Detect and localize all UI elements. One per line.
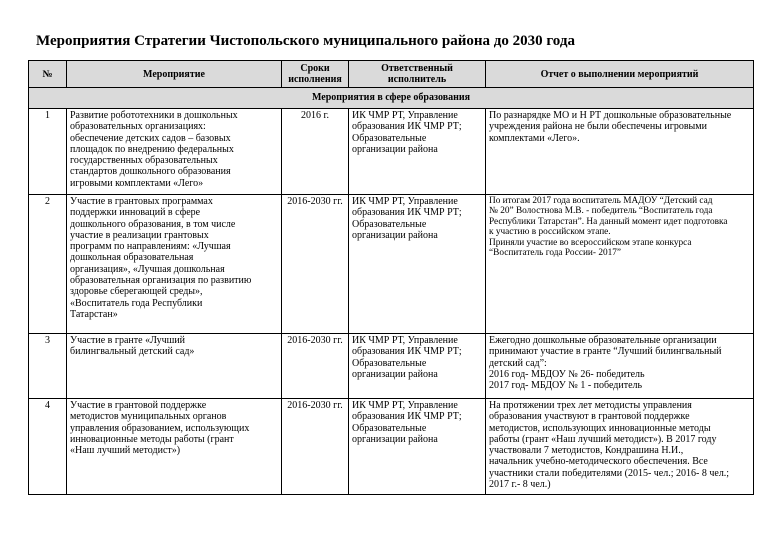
responsible-cell: ИК ЧМР РТ, Управление образования ИК ЧМР РТ; Образовательные организации района (349, 399, 486, 495)
term-cell: 2016-2030 гг. (282, 334, 349, 399)
header-num: № (29, 61, 67, 88)
row-number: 4 (29, 399, 67, 495)
table-header-row (29, 61, 754, 88)
term-cell: 2016-2030 гг. (282, 195, 349, 334)
section-title: Мероприятия в сфере образования (29, 88, 754, 109)
header-term: Сроки исполнения (282, 61, 349, 88)
report-cell: На протяжении трех лет методисты управления образования участвуют в грантовой поддержке методистов, использующих инновационные методы работы (грант «Наш лучший методист»). В 2017 году участвовали 7 методистов, Кондрашина Н.И., начальник учебно-методического обеспечения. Все участники стали победителями (2015- чел.; 2016- 8 чел.; 2017 г.- 8 чел.) (486, 399, 754, 495)
header-responsible: Ответственный исполнитель (349, 61, 486, 88)
term-cell: 2016 г. (282, 109, 349, 195)
event-cell: Участие в грантовой поддержке методистов муниципальных органов управления образованием, использующих инновационные методы работы (грант «Наш лучший методист») (67, 399, 282, 495)
responsible-cell: ИК ЧМР РТ, Управление образования ИК ЧМР РТ; Образовательные организации района (349, 334, 486, 399)
term-cell: 2016-2030 гг. (282, 399, 349, 495)
responsible-cell: ИК ЧМР РТ, Управление образования ИК ЧМР РТ; Образовательные организации района (349, 195, 486, 334)
row-number: 2 (29, 195, 67, 334)
table-row (29, 195, 754, 334)
table-row (29, 334, 754, 399)
events-table (28, 60, 754, 495)
table-row (29, 109, 754, 195)
responsible-cell: ИК ЧМР РТ, Управление образования ИК ЧМР РТ; Образовательные организации района (349, 109, 486, 195)
report-cell: По разнарядке МО и Н РТ дошкольные образовательные учреждения района не были обеспечены игровыми комплектами «Лего». (486, 109, 754, 195)
event-cell: Участие в грантовых программах поддержки инноваций в сфере дошкольного образования, в том числе участие в реализации грантовых программ по направлениям: «Лучшая дошкольная образовательная организация», «Лучшая дошкольная образовательная организация по развитию здоровье сберегающей среды», «Воспитатель года Республики Татарстан» (67, 195, 282, 334)
event-cell: Развитие робототехники в дошкольных образовательных организациях: обеспечение детских садов – базовых площадок по внедрению федеральных государственных образовательных стандартов дошкольного образования игровыми комплектами «Лего» (67, 109, 282, 195)
row-number: 1 (29, 109, 67, 195)
event-cell: Участие в гранте «Лучший билингвальный детский сад» (67, 334, 282, 399)
header-report: Отчет о выполнении мероприятий (486, 61, 754, 88)
report-cell: Ежегодно дошкольные образовательные организации принимают участие в гранте “Лучший билингвальный детский сад”: 2016 год- МБДОУ № 26- победитель 2017 год- МБДОУ № 1 - победитель (486, 334, 754, 399)
section-row (29, 88, 754, 109)
header-event: Мероприятие (67, 61, 282, 88)
table-row (29, 399, 754, 495)
row-number: 3 (29, 334, 67, 399)
document-title: Мероприятия Стратегии Чистопольского муниципального района до 2030 года (36, 33, 575, 49)
report-cell: По итогам 2017 года воспитатель МАДОУ “Детский сад № 20” Волостнова М.В. - победитель “Воспитатель года Республики Татарстан”. На данный момент идет подготовка к участию в российском этапе. Приняли участие во всероссийском этапе конкурса “Воспитатель года России- 2017” (486, 195, 754, 334)
